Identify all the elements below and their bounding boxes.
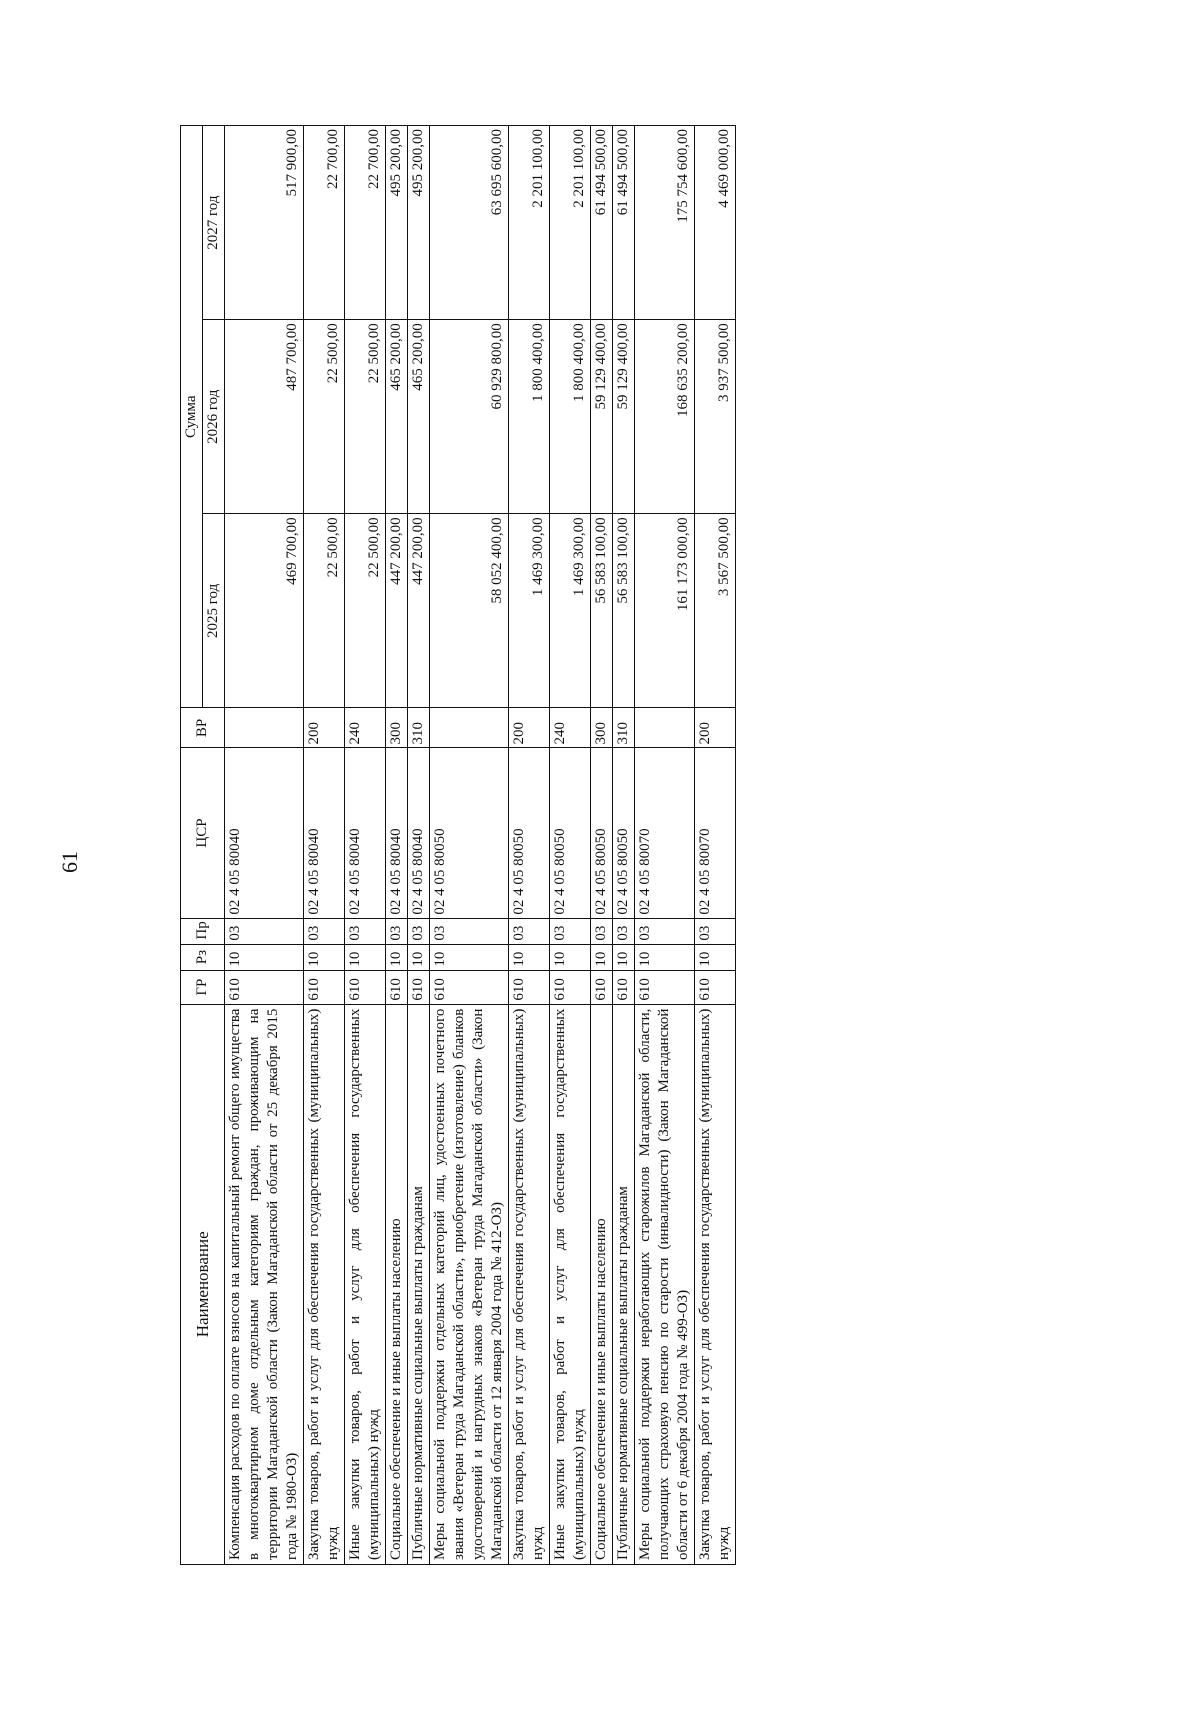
row-vr: 200 — [695, 708, 736, 748]
row-sum-2025: 447 200,00 — [408, 514, 430, 708]
header-year-2026: 2026 год — [203, 320, 225, 514]
row-sum-2026: 59 129 400,00 — [613, 320, 635, 514]
row-name: Публичные нормативные социальные выплаты гражданам — [613, 1004, 635, 1564]
table-row — [695, 126, 736, 1565]
row-rz: 10 — [386, 944, 408, 970]
row-sum-2027: 495 200,00 — [408, 126, 430, 320]
row-pr: 03 — [225, 918, 304, 944]
row-csr: 02 4 05 80050 — [613, 748, 635, 918]
table-row — [430, 126, 509, 1565]
row-name: Компенсация расходов по оплате взносов на капитальный ремонт общего имущества в многоквартирном доме отдельным категориям граждан, проживающим на территории Магаданской области (Закон Магаданской области от 25 декабря 2015 года № 1980-ОЗ) — [225, 1004, 304, 1564]
table-row — [509, 126, 550, 1565]
row-pr: 03 — [591, 918, 613, 944]
header-pr: Пр — [181, 918, 225, 944]
row-vr: 200 — [509, 708, 550, 748]
row-sum-2025: 1 469 300,00 — [550, 514, 591, 708]
rotated-table-container — [180, 125, 1140, 1565]
row-sum-2025: 56 583 100,00 — [591, 514, 613, 708]
row-sum-2025: 3 567 500,00 — [695, 514, 736, 708]
row-sum-2025: 1 469 300,00 — [509, 514, 550, 708]
row-csr: 02 4 05 80050 — [591, 748, 613, 918]
row-sum-2026: 22 500,00 — [345, 320, 386, 514]
row-rz: 10 — [635, 944, 695, 970]
row-gr: 610 — [386, 970, 408, 1004]
row-gr: 610 — [635, 970, 695, 1004]
row-csr: 02 4 05 80040 — [386, 748, 408, 918]
row-sum-2027: 517 900,00 — [225, 126, 304, 320]
row-rz: 10 — [408, 944, 430, 970]
row-gr: 610 — [550, 970, 591, 1004]
table-row — [591, 126, 613, 1565]
header-sum: Сумма — [181, 126, 203, 708]
row-vr: 240 — [550, 708, 591, 748]
row-rz: 10 — [550, 944, 591, 970]
row-sum-2026: 60 929 800,00 — [430, 320, 509, 514]
row-name: Меры социальной поддержки отдельных категорий лиц, удостоенных почетного звания «Ветеран труда Магаданской области», приобретение (изготовление) бланков удостоверений и нагрудных знаков «Ветеран труда Магаданской области» (Закон Магаданской области от 12 января 2004 года № 412-ОЗ) — [430, 1004, 509, 1564]
row-csr: 02 4 05 80070 — [695, 748, 736, 918]
row-name: Закупка товаров, работ и услуг для обеспечения государственных (муниципальных) нужд — [304, 1004, 345, 1564]
table-row — [550, 126, 591, 1565]
row-rz: 10 — [430, 944, 509, 970]
row-sum-2027: 2 201 100,00 — [550, 126, 591, 320]
table-row — [613, 126, 635, 1565]
row-sum-2027: 495 200,00 — [386, 126, 408, 320]
row-rz: 10 — [345, 944, 386, 970]
row-sum-2025: 22 500,00 — [304, 514, 345, 708]
table-header — [181, 126, 225, 1565]
row-sum-2026: 465 200,00 — [386, 320, 408, 514]
row-pr: 03 — [345, 918, 386, 944]
header-gr: ГР — [181, 970, 225, 1004]
row-sum-2027: 2 201 100,00 — [509, 126, 550, 320]
row-vr — [430, 708, 509, 748]
row-vr: 310 — [408, 708, 430, 748]
table-row — [345, 126, 386, 1565]
row-name: Социальное обеспечение и иные выплаты населению — [386, 1004, 408, 1564]
row-sum-2027: 63 695 600,00 — [430, 126, 509, 320]
row-csr: 02 4 05 80070 — [635, 748, 695, 918]
row-name: Меры социальной поддержки неработающих старожилов Магаданской области, получающих страховую пенсию по старости (инвалидности) (Закон Магаданской области от 6 декабря 2004 года № 499-ОЗ) — [635, 1004, 695, 1564]
header-name: Наименование — [181, 1004, 225, 1564]
row-sum-2027: 22 700,00 — [304, 126, 345, 320]
row-pr: 03 — [695, 918, 736, 944]
table-row — [386, 126, 408, 1565]
row-sum-2026: 59 129 400,00 — [591, 320, 613, 514]
table-body — [225, 126, 736, 1565]
row-sum-2025: 56 583 100,00 — [613, 514, 635, 708]
row-name: Социальное обеспечение и иные выплаты населению — [591, 1004, 613, 1564]
row-name: Иные закупки товаров, работ и услуг для обеспечения государственных (муниципальных) нужд — [550, 1004, 591, 1564]
row-pr: 03 — [550, 918, 591, 944]
row-csr: 02 4 05 80040 — [304, 748, 345, 918]
row-gr: 610 — [613, 970, 635, 1004]
row-rz: 10 — [591, 944, 613, 970]
row-sum-2025: 161 173 000,00 — [635, 514, 695, 708]
row-pr: 03 — [408, 918, 430, 944]
row-sum-2026: 3 937 500,00 — [695, 320, 736, 514]
row-vr: 240 — [345, 708, 386, 748]
row-csr: 02 4 05 80050 — [509, 748, 550, 918]
row-gr: 610 — [591, 970, 613, 1004]
row-gr: 610 — [225, 970, 304, 1004]
row-sum-2025: 447 200,00 — [386, 514, 408, 708]
row-csr: 02 4 05 80040 — [225, 748, 304, 918]
page-number: 61 — [57, 851, 82, 873]
row-sum-2027: 175 754 600,00 — [635, 126, 695, 320]
header-vr: ВР — [181, 708, 225, 748]
row-csr: 02 4 05 80050 — [430, 748, 509, 918]
row-vr: 200 — [304, 708, 345, 748]
table-row — [635, 126, 695, 1565]
table-row — [304, 126, 345, 1565]
row-gr: 610 — [430, 970, 509, 1004]
budget-table — [180, 125, 736, 1565]
row-pr: 03 — [635, 918, 695, 944]
row-pr: 03 — [304, 918, 345, 944]
table-row — [225, 126, 304, 1565]
row-pr: 03 — [430, 918, 509, 944]
row-sum-2026: 1 800 400,00 — [509, 320, 550, 514]
row-vr: 310 — [613, 708, 635, 748]
row-sum-2027: 61 494 500,00 — [591, 126, 613, 320]
row-vr: 300 — [591, 708, 613, 748]
row-rz: 10 — [613, 944, 635, 970]
row-sum-2026: 465 200,00 — [408, 320, 430, 514]
header-year-2025: 2025 год — [203, 514, 225, 708]
row-name: Закупка товаров, работ и услуг для обеспечения государственных (муниципальных) нужд — [509, 1004, 550, 1564]
row-rz: 10 — [509, 944, 550, 970]
row-rz: 10 — [304, 944, 345, 970]
row-vr — [225, 708, 304, 748]
row-gr: 610 — [509, 970, 550, 1004]
row-pr: 03 — [613, 918, 635, 944]
row-csr: 02 4 05 80040 — [408, 748, 430, 918]
row-name: Иные закупки товаров, работ и услуг для обеспечения государственных (муниципальных) нужд — [345, 1004, 386, 1564]
row-csr: 02 4 05 80040 — [345, 748, 386, 918]
row-sum-2026: 168 635 200,00 — [635, 320, 695, 514]
row-sum-2026: 22 500,00 — [304, 320, 345, 514]
table-row — [408, 126, 430, 1565]
row-csr: 02 4 05 80050 — [550, 748, 591, 918]
row-gr: 610 — [304, 970, 345, 1004]
row-sum-2026: 487 700,00 — [225, 320, 304, 514]
row-vr: 300 — [386, 708, 408, 748]
row-rz: 10 — [225, 944, 304, 970]
row-sum-2027: 4 469 000,00 — [695, 126, 736, 320]
row-gr: 610 — [408, 970, 430, 1004]
row-sum-2027: 22 700,00 — [345, 126, 386, 320]
header-csr: ЦСР — [181, 748, 225, 918]
row-pr: 03 — [509, 918, 550, 944]
row-rz: 10 — [695, 944, 736, 970]
header-year-2027: 2027 год — [203, 126, 225, 320]
row-pr: 03 — [386, 918, 408, 944]
row-sum-2027: 61 494 500,00 — [613, 126, 635, 320]
row-gr: 610 — [695, 970, 736, 1004]
row-sum-2026: 1 800 400,00 — [550, 320, 591, 514]
row-sum-2025: 22 500,00 — [345, 514, 386, 708]
row-name: Публичные нормативные социальные выплаты гражданам — [408, 1004, 430, 1564]
row-vr — [635, 708, 695, 748]
row-gr: 610 — [345, 970, 386, 1004]
header-rz: Рз — [181, 944, 225, 970]
row-sum-2025: 469 700,00 — [225, 514, 304, 708]
row-sum-2025: 58 052 400,00 — [430, 514, 509, 708]
row-name: Закупка товаров, работ и услуг для обеспечения государственных (муниципальных) нужд — [695, 1004, 736, 1564]
